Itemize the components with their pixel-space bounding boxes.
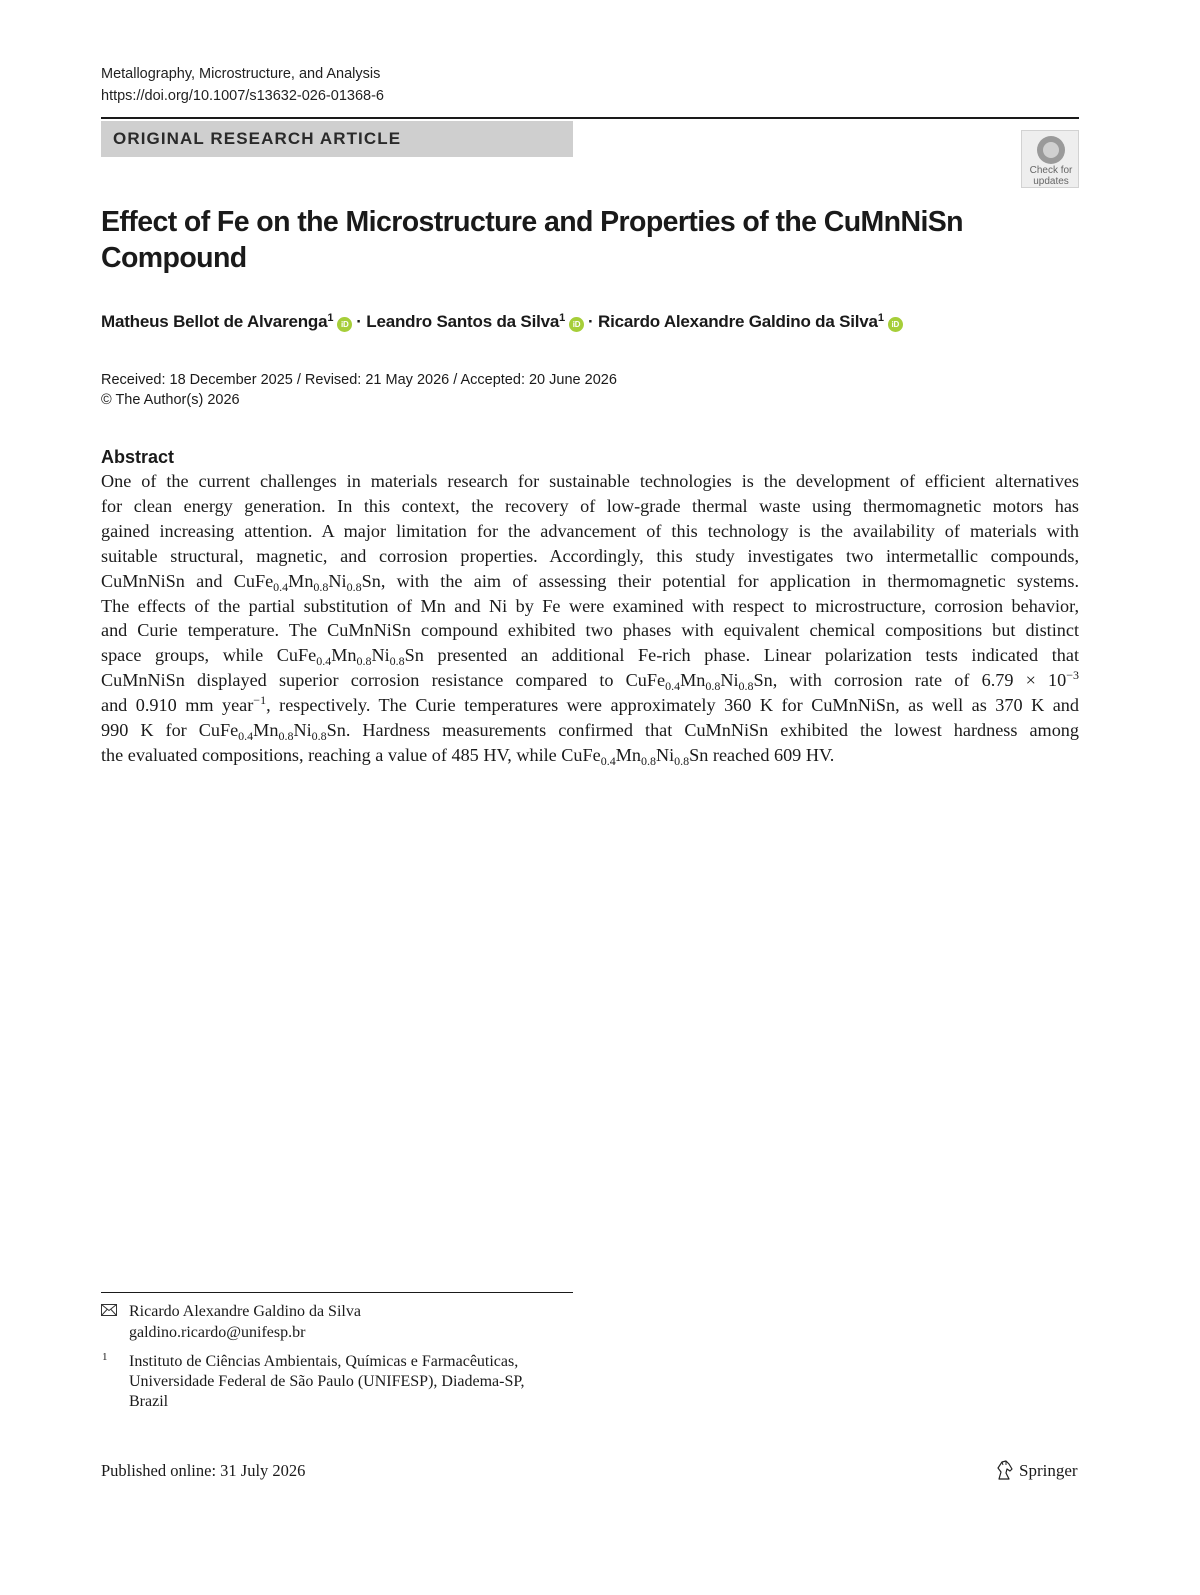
affiliation-marker: 1 [327, 312, 334, 324]
check-for-updates-icon [1037, 136, 1065, 164]
envelope-icon [101, 1304, 117, 1316]
springer-horse-icon [994, 1459, 1016, 1481]
abstract-line: gained increasing attention. A major limitation for the advancement of this technology is the availability of materials with [101, 520, 1079, 541]
affiliation-line: Brazil [129, 1393, 169, 1410]
check-for-updates-button[interactable] [1021, 130, 1079, 188]
abstract-line: CuMnNiSn and $CuFe_{0.4}Mn_{0.8}Ni_{0.8}Sn$, with the aim of assessing their potential for application in thermomagnetic systems. [101, 570, 1079, 594]
check-for-updates-label [1022, 165, 1080, 187]
abstract-line: suitable structural, magnetic, and corrosion properties. Accordingly, this study investigates two intermetallic compounds, [101, 545, 1079, 566]
author-name[interactable]: Matheus Bellot de Alvarenga [101, 312, 328, 331]
abstract-line: The effects of the partial substitution of Mn and Ni by Fe were examined with respect to microstructure, corrosion behavior, [101, 595, 1079, 616]
abstract-line: 990 K for $CuFe_{0.4}Mn_{0.8}Ni_{0.8}Sn$. Hardness measurements confirmed that CuMnNiSn exhibited the lowest hardness among [101, 720, 1079, 744]
affiliation-number: 1 [102, 1351, 108, 1363]
journal-name: Metallography, Microstructure, and Analysis [101, 66, 381, 82]
header-rule [101, 117, 1079, 119]
orcid-icon[interactable]: iD [337, 317, 352, 332]
check-label-line1: Check for [1029, 165, 1073, 176]
affiliation-address [129, 1352, 569, 1412]
affiliation-line: Instituto de Ciências Ambientais, Químicas e Farmacêuticas, [129, 1353, 519, 1370]
abstract-line: CuMnNiSn displayed superior corrosion resistance compared to $CuFe_{0.4}Mn_{0.8}Ni_{0.8}Sn$, with corrosion rate of $6.79 \times 10^{-3}$ [101, 668, 1079, 694]
title-line-1: Effect of Fe on the Microstructure and Properties of the CuMnNiSn [101, 206, 963, 238]
publisher-logo-label[interactable]: Springer [1019, 1461, 1078, 1480]
abstract-line: One of the current challenges in materials research for sustainable technologies is the development of efficient alternatives [101, 471, 1079, 491]
author-separator: · [588, 312, 594, 331]
corresponding-author-name: Ricardo Alexandre Galdino da Silva [129, 1303, 361, 1320]
published-date: Published online: 31 July 2026 [101, 1461, 306, 1480]
corresponding-author-email[interactable]: galdino.ricardo@unifesp.br [129, 1324, 306, 1341]
author-separator: · [356, 312, 362, 331]
abstract-line: for clean energy generation. In this context, the recovery of low-grade thermal waste using thermomagnetic motors has [101, 495, 1079, 516]
article-type-label: ORIGINAL RESEARCH ARTICLE [113, 129, 402, 148]
orcid-icon[interactable]: iD [888, 317, 903, 332]
abstract-line: and Curie temperature. The CuMnNiSn compound exhibited two phases with equivalent chemical compositions but distinct [101, 620, 1079, 641]
doi-link[interactable]: https://doi.org/10.1007/s13632-026-01368-6 [101, 88, 384, 104]
abstract-line: and 0.910 mm year$^{-1}$, respectively. The Curie temperatures were approximately 360 K for CuMnNiSn, as well as 370 K and [101, 693, 1079, 716]
abstract-heading: Abstract [101, 447, 175, 467]
abstract-line: the evaluated compositions, reaching a value of 485 HV, while $CuFe_{0.4}Mn_{0.8}Ni_{0.8}Sn$ reached 609 HV. [101, 744, 835, 768]
affiliation-marker: 1 [559, 312, 566, 324]
abstract-text [101, 469, 1079, 768]
title-line-2: Compound [101, 242, 247, 274]
affiliation-marker: 1 [877, 312, 884, 324]
author-name[interactable]: Ricardo Alexandre Galdino da Silva [598, 312, 878, 331]
abstract-line: space groups, while $CuFe_{0.4}Mn_{0.8}Ni_{0.8}Sn$ presented an additional Fe-rich phase. Linear polarization tests indicated that [101, 645, 1080, 669]
author-name[interactable]: Leandro Santos da Silva [366, 312, 560, 331]
article-dates: Received: 18 December 2025 / Revised: 21 May 2026 / Accepted: 20 June 2026 [101, 372, 617, 388]
footnote-rule [101, 1292, 573, 1293]
copyright-notice: © The Author(s) 2026 [101, 392, 240, 408]
affiliation-line: Universidade Federal de São Paulo (UNIFESP), Diadema-SP, [129, 1373, 525, 1390]
author-list [101, 311, 1081, 333]
orcid-icon[interactable]: iD [569, 317, 584, 332]
article-title [101, 204, 1001, 276]
check-label-line2: updates [1033, 176, 1069, 187]
